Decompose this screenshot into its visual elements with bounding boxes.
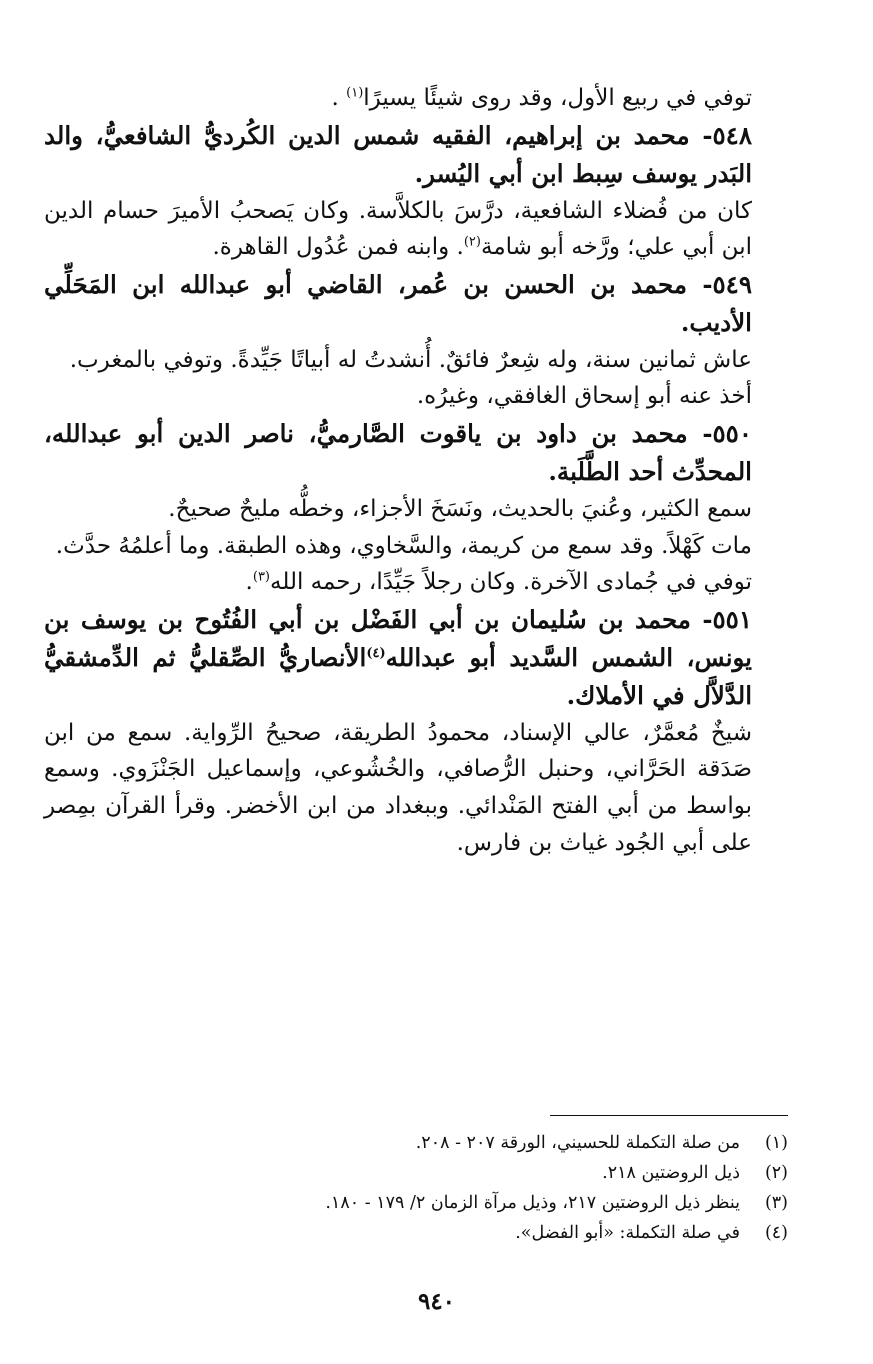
entry-heading: ٥٤٩- محمد بن الحسن بن عُمر، القاضي أبو عبدالله ابن المَحَلِّي الأديب.: [44, 269, 752, 337]
footnote-number: (٤): [764, 1223, 788, 1243]
footnote-ref[interactable]: (٢): [463, 234, 481, 250]
footnotes: [44, 1128, 788, 1248]
entry-number: ٥٥٠-: [702, 418, 752, 448]
paragraph: مات كَهْلاً. وقد سمع من كريمة، والسَّخاوي، وهذه الطبقة. وما أعلمُهُ حدَّث.: [55, 532, 752, 559]
footnote-ref[interactable]: (٤): [366, 645, 386, 661]
footnote-separator: [550, 1115, 788, 1116]
page-body: [44, 80, 788, 861]
footnote-number: (٢): [764, 1163, 788, 1183]
footnote-number: (١): [764, 1133, 788, 1153]
entry-number: ٥٤٨-: [702, 120, 752, 150]
footnote: [44, 1188, 788, 1218]
paragraph: كان من فُضلاء الشافعية، درَّسَ بالكلاَّسة. وكان يَصحبُ الأميرَ حسام الدين ابن أبي علي؛ ورَّخه أبو شامة$^{(٢)}$. وابنه فمن عُدُول القاهرة.: [44, 197, 752, 261]
footnote-text: من صلة التكملة للحسيني، الورقة ٢٠٧ - ٢٠٨.: [415, 1133, 740, 1153]
footnote: [44, 1158, 788, 1188]
page-number: ٩٤٠: [417, 1288, 456, 1315]
footnote-text: ذيل الروضتين ٢١٨.: [602, 1163, 740, 1183]
footnote: [44, 1128, 788, 1158]
paragraph: شيخٌ مُعمَّرٌ، عالي الإسناد، محمودُ الطريقة، صحيحُ الرِّواية. سمع من ابن صَدَقة الحَرَّاني، وحنبل الرُّصافي، والخُشُوعي، وإسماعيل الجَنْزَوي. وسمع بواسط من أبي الفتح المَنْدائي. وببغداد من ابن الأخضر. وقرأ القرآن بمِصر على أبي الجُود غياث بن فارس.: [44, 719, 752, 856]
paragraph: أخذ عنه أبو إسحاق الغافقي، وغيرُه.: [416, 383, 752, 410]
entry-heading: ٥٤٨- محمد بن إبراهيم، الفقيه شمس الدين الكُرديُّ الشافعيُّ، والد البَدر يوسف سِبط ابن أبي اليُسر.: [44, 120, 752, 188]
entry-number: ٥٥١-: [702, 604, 752, 634]
footnote-number: (٣): [764, 1193, 788, 1213]
footnote-ref[interactable]: (١): [346, 85, 364, 101]
footnote: [44, 1218, 788, 1248]
paragraph: سمع الكثير، وعُنيَ بالحديث، ونَسَخَ الأجزاء، وخطُّه مليحٌ صحيحٌ.: [168, 495, 752, 522]
paragraph: عاش ثمانين سنة، وله شِعرٌ فائقٌ. أُنشدتُ له أبياتًا جَيِّدةً. وتوفي بالمغرب.: [69, 346, 752, 373]
entry-heading: ٥٥١- محمد بن سُليمان بن أبي الفَضْل بن أبي الفُتُوح بن يوسف بن يونس، الشمس السَّديد أبو عبدالله$^{(٤)}$الأنصاريُّ الصِّقليُّ ثم الدِّمشقيُّ الدَّلاَّل في الأملاك.: [44, 604, 753, 710]
entry-number: ٥٤٩-: [702, 269, 752, 299]
footnote-text: في صلة التكملة: «أبو الفضل».: [515, 1223, 740, 1243]
paragraph: توفي في ربيع الأول، وقد روى شيئًا يسيرًا$^{(١)}$ .: [331, 85, 752, 111]
footnote-text: ينظر ذيل الروضتين ٢١٧، وذيل مرآة الزمان ٢/ ١٧٩ - ١٨٠.: [325, 1193, 740, 1213]
paragraph: توفي في جُمادى الآخرة. وكان رجلاً جَيِّدًا، رحمه الله$^{(٣)}$.: [245, 569, 752, 596]
entry-heading: ٥٥٠- محمد بن داود بن ياقوت الصَّارميُّ، ناصر الدين أبو عبدالله، المحدِّث أحد الطَّلَبة.: [44, 418, 752, 486]
footnote-ref[interactable]: (٣): [252, 569, 270, 585]
